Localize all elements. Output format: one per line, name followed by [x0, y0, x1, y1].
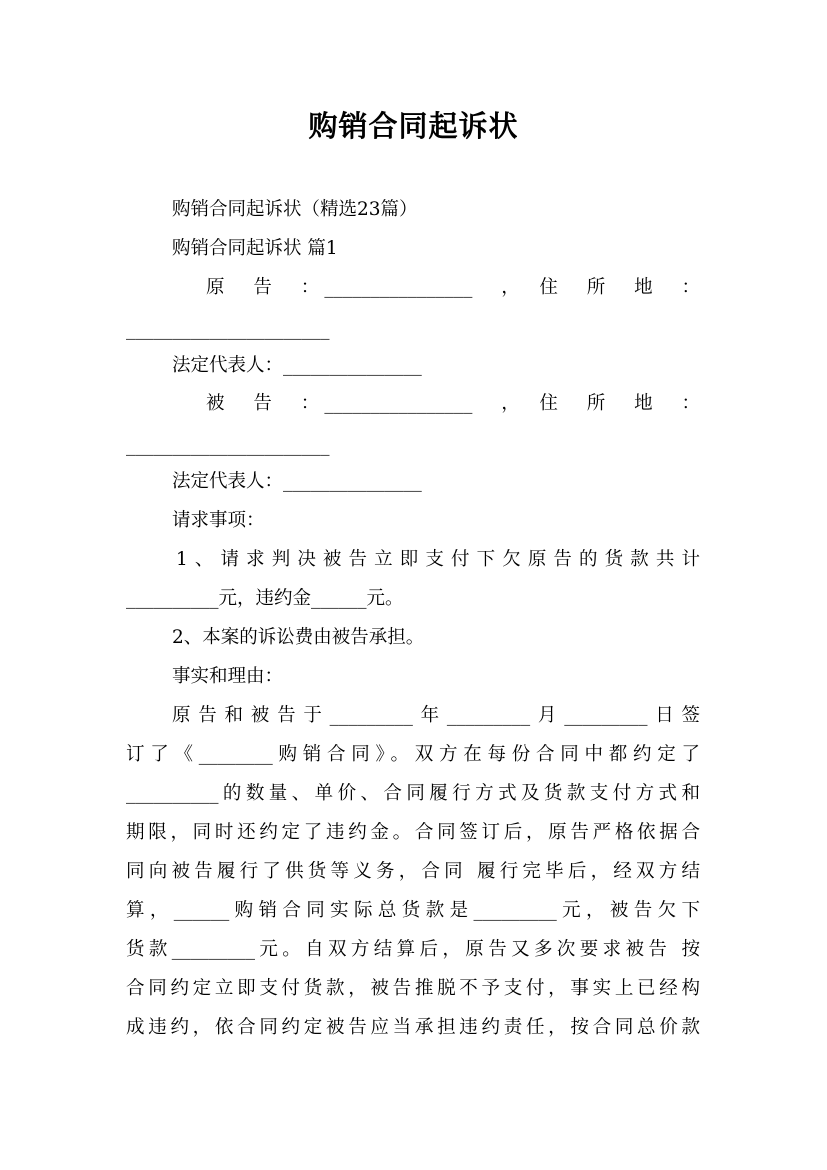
document-title: 购销合同起诉状 — [308, 109, 519, 143]
facts-paragraph-line: 合同约定立即支付货款，被告推脱不予支付，事实上已经构 — [126, 978, 700, 999]
facts-paragraph-line: 算，______购销合同实际总货款是_________元，被告欠下 — [126, 900, 700, 921]
claim-1-line: 1、请求判决被告立即支付下欠原告的货款共计 — [176, 549, 700, 570]
facts-heading-line: 事实和理由： — [172, 666, 284, 687]
defendant-line: 被 告 ：________________ ， 住 所 地 ： — [206, 393, 700, 414]
plaintiff-line: 原 告 ：________________ ， 住 所 地 ： — [206, 277, 700, 298]
claim-1-continuation-line: __________元，违约金______元。 — [126, 588, 404, 609]
defendant-address-blank-line: ______________________ — [126, 435, 330, 456]
facts-paragraph-line: 订了《________购销合同》。双方在每份合同中都约定了 — [126, 744, 700, 765]
claim-2-line: 2、本案的诉讼费由被告承担。 — [172, 627, 425, 648]
facts-paragraph-line: 原告和被告于_________年_________月_________日签 — [172, 705, 700, 726]
subtitle-line: 购销合同起诉状（精选23篇） — [172, 199, 418, 220]
facts-paragraph-line: __________的数量、单价、合同履行方式及货款支付方式和 — [126, 783, 700, 804]
facts-paragraph-line: 同向被告履行了供货等义务，合同 履行完毕后，经双方结 — [126, 861, 700, 882]
plaintiff-address-blank-line: ______________________ — [126, 319, 330, 340]
section-heading-line: 购销合同起诉状 篇1 — [172, 238, 338, 259]
facts-paragraph-line: 期限，同时还约定了违约金。合同签订后，原告严格依据合 — [126, 822, 700, 843]
facts-paragraph-line: 货款_________元。自双方结算后，原告又多次要求被告 按 — [126, 939, 700, 960]
facts-paragraph-line: 成违约，依合同约定被告应当承担违约责任，按合同总价款 — [126, 1017, 700, 1038]
plaintiff-representative-line: 法定代表人：_______________ — [172, 355, 422, 376]
claims-heading-line: 请求事项： — [172, 510, 265, 531]
defendant-representative-line: 法定代表人：_______________ — [172, 471, 422, 492]
